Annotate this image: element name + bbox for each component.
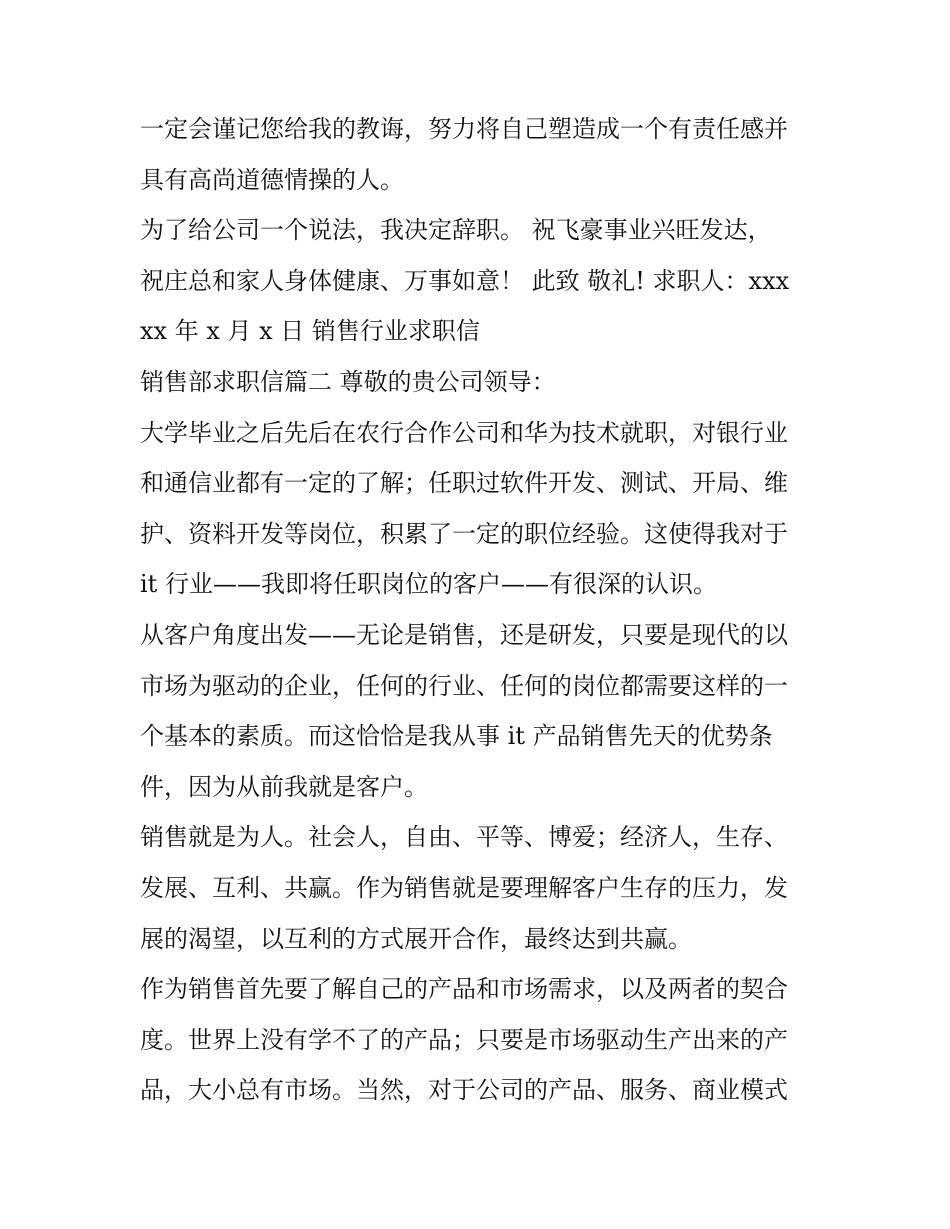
paragraph-1 <box>140 104 830 205</box>
text-line: 从客户角度出发——无论是销售，还是研发，只要是现代的以 <box>140 620 788 649</box>
paragraph-2 <box>140 205 830 357</box>
text-line: 具有高尚道德情操的人。 <box>140 165 404 194</box>
text-line: 品，大小总有市场。当然，对于公司的产品、服务、商业模式 <box>140 1076 788 1105</box>
text-line: 为了给公司一个说法，我决定辞职。 祝飞豪事业兴旺发达， <box>140 216 772 245</box>
text-line: 作为销售首先要了解自己的产品和市场需求，以及两者的契合 <box>140 975 788 1004</box>
paragraph-4 <box>140 408 830 610</box>
document-body <box>140 104 830 1116</box>
text-line: 一定会谨记您给我的教诲，努力将自己塑造成一个有责任感并 <box>140 115 788 143</box>
text-line: 护、资料开发等岗位，积累了一定的职位经验。这使得我对于 <box>140 519 788 548</box>
text-line: 度。世界上没有学不了的产品；只要是市场驱动生产出来的产 <box>140 1025 788 1054</box>
text-line: 销售就是为人。社会人，自由、平等、博爱；经济人，生存、 <box>140 823 788 852</box>
text-line: 大学毕业之后先后在农行合作公司和华为技术就职，对银行业 <box>140 418 788 447</box>
text-line: 销售部求职信篇二 尊敬的贵公司领导： <box>140 367 556 396</box>
text-line: 和通信业都有一定的了解；任职过软件开发、测试、开局、维 <box>140 469 788 498</box>
text-line: 件，因为从前我就是客户。 <box>140 772 428 801</box>
text-line: 发展、互利、共赢。作为销售就是要理解客户生存的压力，发 <box>140 873 788 902</box>
text-line: 市场为驱动的企业，任何的行业、任何的岗位都需要这样的一 <box>140 671 788 700</box>
text-line: 祝庄总和家人身体健康、万事如意！ 此致 敬礼! 求职人：xxx <box>140 266 790 295</box>
text-line: xx 年 x 月 x 日 销售行业求职信 <box>140 317 480 346</box>
paragraph-3-heading <box>140 357 830 408</box>
text-line: 展的渴望，以互利的方式展开合作，最终达到共赢。 <box>140 924 692 953</box>
text-line: 个基本的素质。而这恰恰是我从事 it 产品销售先天的优势条 <box>140 722 773 751</box>
text-line: it 行业——我即将任职岗位的客户——有很深的认识。 <box>140 570 717 599</box>
paragraph-7 <box>140 964 830 1116</box>
paragraph-6 <box>140 812 830 964</box>
paragraph-5 <box>140 610 830 812</box>
